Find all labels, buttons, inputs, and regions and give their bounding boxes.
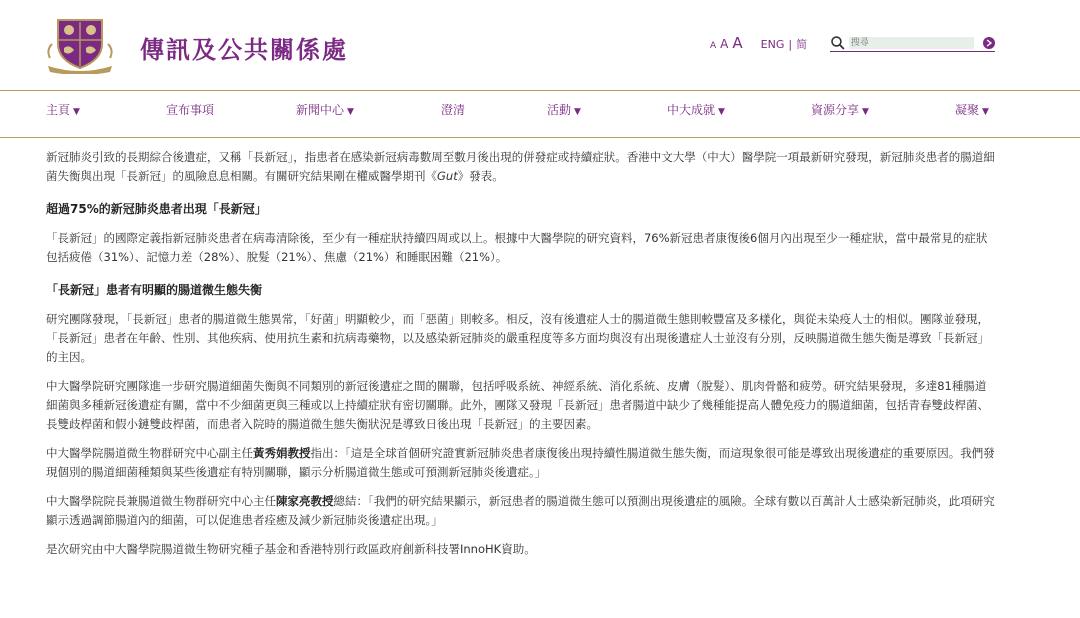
text-segment: 中大醫學院院長兼腸道微生物群研究中心主任 [46,494,276,508]
font-size-small-button[interactable]: A [710,41,717,51]
text-segment: 中大醫學院腸道微生物群研究中心副主任 [46,446,253,460]
article-paragraph-funding: 是次研究由中大醫學院腸道微生物研究種子基金和香港特別行政區政府創新科技署InnoHK資助。 [46,542,536,556]
professor-name: 陳家亮教授 [276,494,334,508]
caret-down-icon: ▼ [982,107,989,117]
arrow-right-icon [985,39,993,47]
search-bar [830,34,995,52]
cuhk-crest-logo[interactable] [44,14,116,74]
nav-item-label: 凝聚 [955,103,980,117]
nav-item-label: 資源分享 [811,103,860,117]
article-paragraph-definition: 「長新冠」的國際定義指新冠肺炎患者在病毒清除後，至少有一種症狀持續四周或以上。根據中大醫學院的研究資料，76%新冠患者康復後6個月內出現至少一種症狀，當中最常見的症狀包括疲倦（31%）、記憶力差（28%）、脫髮（21%）、焦慮（21%）和睡眠困難（21%）。 [46,231,988,264]
nav-item-label: 活動 [547,103,572,117]
nav-item-announcements[interactable] [166,101,214,118]
site-title[interactable]: 傳訊及公共關係處 [140,36,348,64]
text-segment: 指出：「這是全球首個研究證實新冠肺炎患者康復後出現持續性腸道微生態失衡，而這現象很可能是導致出現後遺症的重要原因。我們發現個別的腸道細菌種類與某些後遺症有特別關聯，顯示分析腸道微生態或可預測新冠肺炎後遺症。」 [46,446,995,479]
nav-item-news-centre[interactable] [296,101,354,118]
section-heading-gut-imbalance: 「長新冠」患者有明顯的腸道微生態失衡 [46,283,263,297]
caret-down-icon: ▼ [347,107,354,117]
text-segment: 總結：「我們的研究結果顯示，新冠患者的腸道微生態可以預測出現後遺症的風險。全球有數以百萬計人士感染新冠肺炎，此項研究顯示透過調節腸道內的細菌，可以促進患者痊癒及減少新冠肺炎後遺症出現。」 [46,494,995,527]
article-paragraph-quote-chan [46,492,996,530]
caret-down-icon: ▼ [73,107,80,117]
caret-down-icon: ▼ [718,107,725,117]
nav-item-connect[interactable] [955,101,989,118]
article-paragraph-quote-ng [46,444,996,482]
language-separator: | [788,38,793,51]
caret-down-icon: ▼ [862,107,869,117]
nav-item-events[interactable] [547,101,581,118]
journal-name: Gut [437,169,458,183]
nav-item-label: 宣布事項 [166,103,215,117]
nav-item-label: 新聞中心 [296,103,345,117]
font-size-large-button[interactable]: A [732,34,743,52]
caret-down-icon: ▼ [574,107,581,117]
language-english-link[interactable]: ENG [760,38,785,51]
professor-name: 黃秀娟教授 [253,446,311,460]
search-submit-button[interactable] [983,37,995,49]
nav-item-achievements[interactable] [667,101,725,118]
article-paragraph-findings: 研究團隊發現，「長新冠」患者的腸道微生態異常，「好菌」明顯較少，而「惡菌」則較多。相反，沒有後遺症人士的腸道微生態則較豐富及多樣化，與從未染疫人士的相似。團隊並發現，「長新冠」患者在年齡、性別、其他疾病、使用抗生素和抗病毒藥物，以及感染新冠肺炎的嚴重程度等多方面均與沒有出現後遺症人士並沒有分別，反映腸道微生態失衡是導致「長新冠」的主因。 [46,312,989,364]
nav-item-label: 中大成就 [667,103,716,117]
article-body [46,148,996,569]
nav-item-label: 主頁 [46,103,71,117]
language-simplified-link[interactable]: 简 [796,38,808,51]
nav-item-clarification[interactable] [441,101,465,118]
text-segment: 新冠肺炎引致的長期綜合後遺症，又稱「長新冠」，指患者在感染新冠病毒數周至數月後出現的併發症或持續症狀。香港中文大學（中大）醫學院一項最新研究發現，新冠肺炎患者的腸道細菌失衡與出現「長新冠」的風險息息相關。有關研究結果剛在權威醫學期刊《 [46,150,995,183]
nav-item-resources[interactable] [811,101,869,118]
font-size-medium-button[interactable]: A [720,37,729,51]
search-icon [830,35,846,51]
site-header [0,0,1080,90]
utility-tools [710,34,807,52]
article-paragraph-intro [46,148,996,186]
article-paragraph-bacteria: 中大醫學院研究團隊進一步研究腸道細菌失衡與不同類別的新冠後遺症之間的關聯，包括呼吸系統、神經系統、消化系統、皮膚（脫髮）、肌肉骨骼和疲勞。研究結果發現，多達81種腸道細菌與多種新冠後遺症有關，當中不少細菌更與三種或以上持續症狀有密切關聯。此外，團隊又發現「長新冠」患者腸道中缺少了幾種能提高人體免疫力的腸道細菌，包括青春雙歧桿菌、長雙歧桿菌和假小鏈雙歧桿菌，而患者入院時的腸道微生態失衡狀況是導致日後出現「長新冠」的主要因素。 [46,379,989,431]
search-input[interactable] [849,37,974,49]
nav-item-label: 澄清 [441,103,466,117]
section-heading-long-covid-rate: 超過75%的新冠肺炎患者出現「長新冠」 [46,202,267,216]
nav-item-home[interactable] [46,101,80,118]
text-segment: 》發表。 [457,169,504,183]
main-nav [0,90,1080,138]
